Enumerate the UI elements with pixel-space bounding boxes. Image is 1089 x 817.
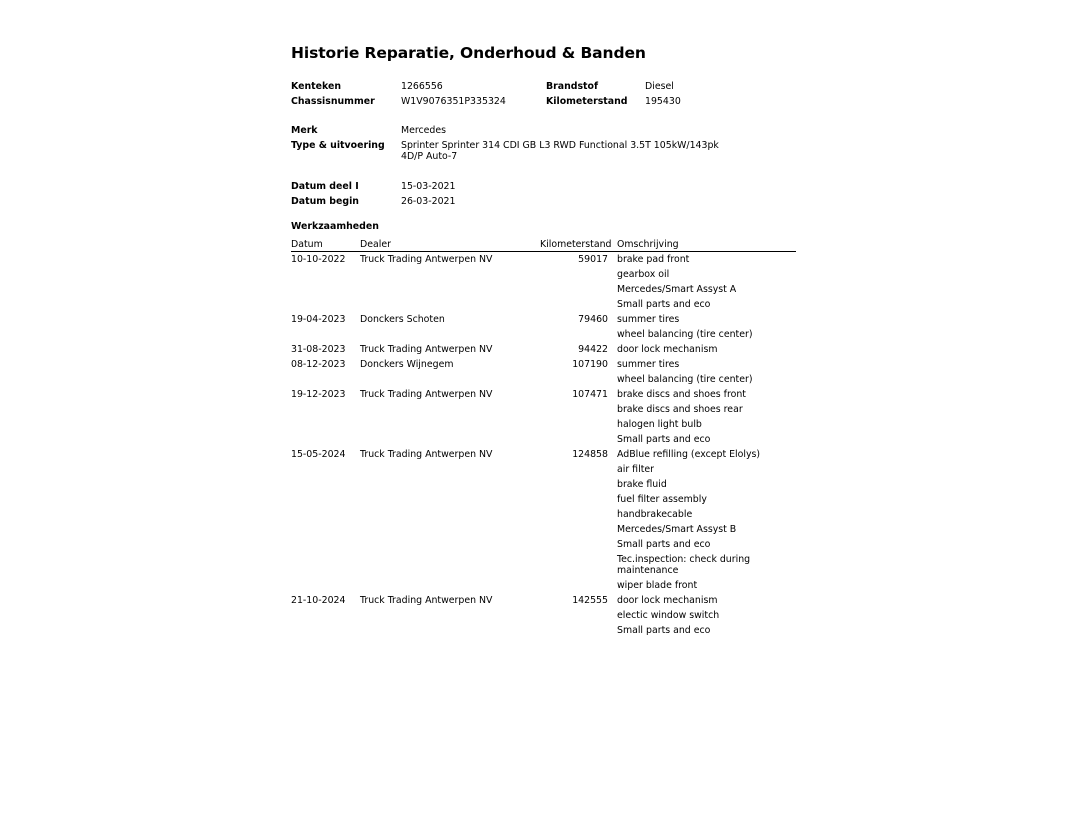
header-divider bbox=[291, 251, 796, 252]
column-header-dealer: Dealer bbox=[360, 239, 391, 250]
row-kilometerstand: 94422 bbox=[578, 344, 608, 355]
row-omschrijving: Small parts and eco bbox=[617, 434, 711, 445]
row-omschrijving: air filter bbox=[617, 464, 654, 475]
chassis-value: W1V9076351P335324 bbox=[401, 96, 506, 107]
type-value-line2: 4D/P Auto-7 bbox=[401, 151, 458, 162]
row-kilometerstand: 107190 bbox=[572, 359, 608, 370]
row-dealer: Truck Trading Antwerpen NV bbox=[360, 344, 493, 355]
row-omschrijving: wheel balancing (tire center) bbox=[617, 329, 753, 340]
row-dealer: Donckers Wijnegem bbox=[360, 359, 454, 370]
row-dealer: Truck Trading Antwerpen NV bbox=[360, 254, 493, 265]
row-omschrijving: gearbox oil bbox=[617, 269, 670, 280]
merk-value: Mercedes bbox=[401, 125, 447, 136]
row-dealer: Truck Trading Antwerpen NV bbox=[360, 595, 493, 606]
column-header-omschrijving: Omschrijving bbox=[617, 239, 679, 250]
row-omschrijving: electic window switch bbox=[617, 610, 720, 621]
row-kilometerstand: 107471 bbox=[572, 389, 608, 400]
row-datum: 31-08-2023 bbox=[291, 344, 346, 355]
kenteken-value: 1266556 bbox=[401, 81, 443, 92]
row-datum: 08-12-2023 bbox=[291, 359, 346, 370]
row-omschrijving: Mercedes/Smart Assyst A bbox=[617, 284, 737, 295]
row-dealer: Truck Trading Antwerpen NV bbox=[360, 389, 493, 400]
brandstof-label: Brandstof bbox=[546, 81, 599, 92]
datum-begin-label: Datum begin bbox=[291, 196, 359, 207]
datum-deel-label: Datum deel I bbox=[291, 181, 359, 192]
column-header-kilometerstand: Kilometerstand bbox=[540, 239, 612, 250]
row-kilometerstand: 124858 bbox=[572, 449, 608, 460]
row-kilometerstand: 79460 bbox=[578, 314, 608, 325]
row-datum: 21-10-2024 bbox=[291, 595, 346, 606]
row-kilometerstand: 59017 bbox=[578, 254, 608, 265]
row-omschrijving: door lock mechanism bbox=[617, 595, 718, 606]
row-datum: 15-05-2024 bbox=[291, 449, 346, 460]
column-header-datum: Datum bbox=[291, 239, 323, 250]
row-dealer: Donckers Schoten bbox=[360, 314, 445, 325]
kilometerstand-label: Kilometerstand bbox=[546, 96, 628, 107]
row-omschrijving: fuel filter assembly bbox=[617, 494, 707, 505]
datum-deel-value: 15-03-2021 bbox=[401, 181, 456, 192]
row-dealer: Truck Trading Antwerpen NV bbox=[360, 449, 493, 460]
row-omschrijving: brake fluid bbox=[617, 479, 667, 490]
merk-label: Merk bbox=[291, 125, 318, 136]
row-datum: 10-10-2022 bbox=[291, 254, 346, 265]
row-omschrijving: summer tires bbox=[617, 314, 680, 325]
row-omschrijving: brake discs and shoes rear bbox=[617, 404, 743, 415]
row-omschrijving: handbrakecable bbox=[617, 509, 693, 520]
row-omschrijving: summer tires bbox=[617, 359, 680, 370]
row-omschrijving: Mercedes/Smart Assyst B bbox=[617, 524, 737, 535]
row-datum: 19-04-2023 bbox=[291, 314, 346, 325]
type-value-line1: Sprinter Sprinter 314 CDI GB L3 RWD Functional 3.5T 105kW/143pk bbox=[401, 140, 719, 151]
row-datum: 19-12-2023 bbox=[291, 389, 346, 400]
datum-begin-value: 26-03-2021 bbox=[401, 196, 456, 207]
row-omschrijving: Small parts and eco bbox=[617, 539, 711, 550]
row-omschrijving: wheel balancing (tire center) bbox=[617, 374, 753, 385]
row-omschrijving: AdBlue refilling (except Elolys) bbox=[617, 449, 761, 460]
kilometerstand-value: 195430 bbox=[645, 96, 681, 107]
brandstof-value: Diesel bbox=[645, 81, 674, 92]
row-omschrijving: brake pad front bbox=[617, 254, 690, 265]
kenteken-label: Kenteken bbox=[291, 81, 341, 92]
row-omschrijving: Small parts and eco bbox=[617, 625, 711, 636]
row-omschrijving: brake discs and shoes front bbox=[617, 389, 746, 400]
type-label: Type & uitvoering bbox=[291, 140, 385, 151]
row-omschrijving: door lock mechanism bbox=[617, 344, 718, 355]
page-title: Historie Reparatie, Onderhoud & Banden bbox=[291, 44, 646, 62]
section-title-werkzaamheden: Werkzaamheden bbox=[291, 221, 379, 232]
row-omschrijving: wiper blade front bbox=[617, 580, 698, 591]
row-omschrijving: Tec.inspection: check during maintenance bbox=[617, 554, 751, 576]
row-omschrijving: Small parts and eco bbox=[617, 299, 711, 310]
row-omschrijving: halogen light bulb bbox=[617, 419, 702, 430]
chassis-label: Chassisnummer bbox=[291, 96, 375, 107]
row-kilometerstand: 142555 bbox=[572, 595, 608, 606]
